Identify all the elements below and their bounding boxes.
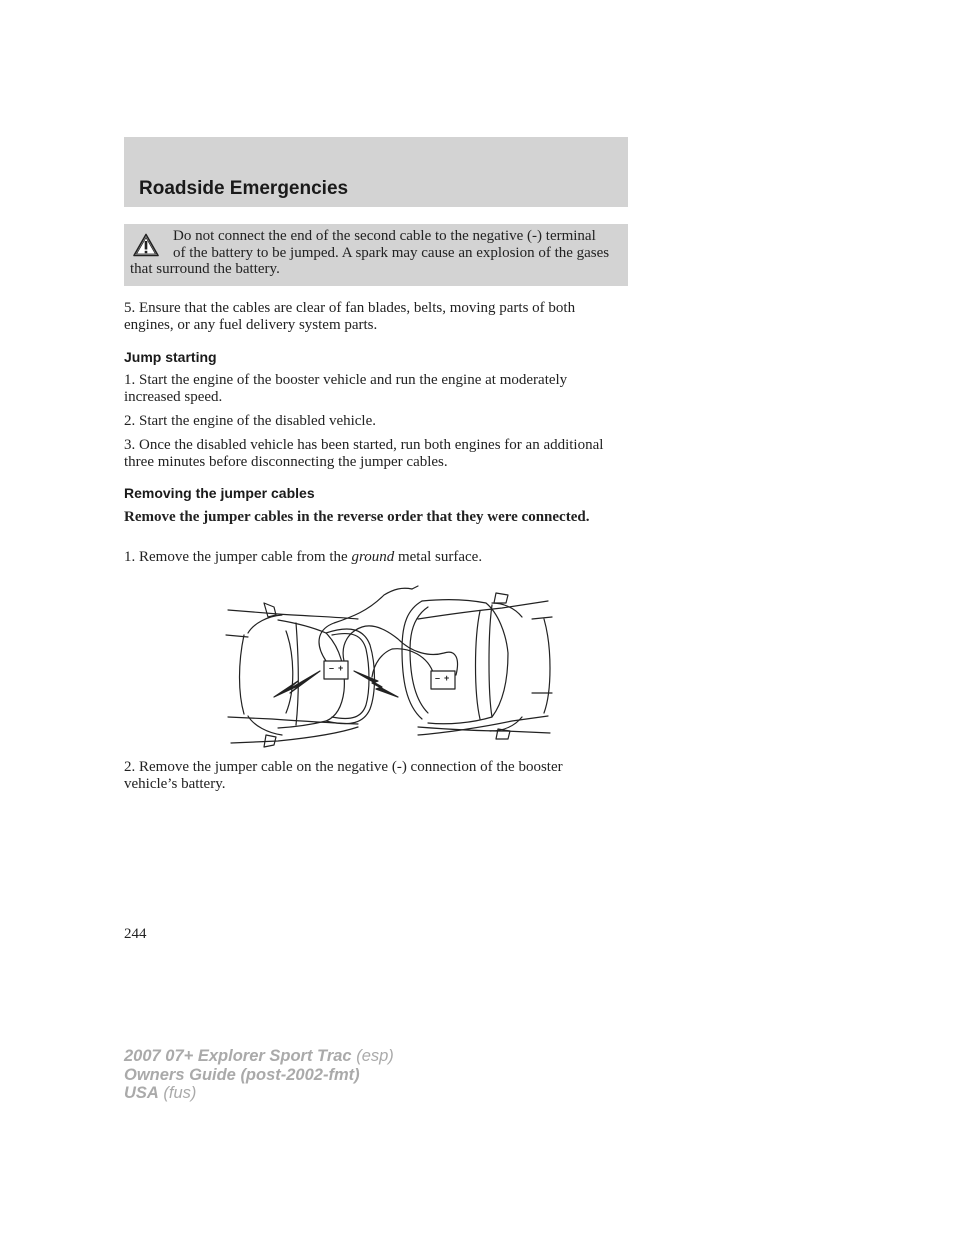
disabled-vehicle-illustration <box>226 603 375 747</box>
jump-step-3: 3. Once the disabled vehicle has been started, run both engines for an additional three minutes before disconnecting the jumper cables. <box>124 437 604 470</box>
jump-step-1: 1. Start the engine of the booster vehicle and run the engine at moderately increased speed. <box>124 372 568 405</box>
warning-text: Do not connect the end of the second cable to the negative (-) terminal of the battery to be jumped. A spark may cause an explosion of the gases that surround the battery. <box>130 228 610 277</box>
jump-step-2: 2. Start the engine of the disabled vehicle. <box>124 413 377 429</box>
page-number: 244 <box>124 926 147 942</box>
reverse-order-note: Remove the jumper cables in the reverse order that they were connected. <box>124 509 590 525</box>
spark-right-icon <box>354 671 398 697</box>
remove-step-2: 2. Remove the jumper cable on the negative (-) connection of the booster vehicle’s battery. <box>124 759 563 792</box>
section-header <box>124 137 628 207</box>
footer-line-3: USA (fus) <box>124 1084 197 1102</box>
battery-left-minus: – <box>329 663 335 673</box>
battery-left-plus: + <box>338 663 344 673</box>
jump-starting-heading: Jump starting <box>124 349 217 365</box>
removing-cables-heading: Removing the jumper cables <box>124 485 315 501</box>
footer-line-1: 2007 07+ Explorer Sport Trac (esp) <box>124 1047 394 1065</box>
booster-vehicle-battery <box>431 671 455 689</box>
remove-step-1: 1. Remove the jumper cable from the ground metal surface. <box>124 549 483 565</box>
document-footer <box>124 1047 394 1103</box>
jumper-cable-diagram <box>222 583 554 749</box>
disabled-vehicle-battery <box>324 661 348 679</box>
warning-box <box>124 224 628 286</box>
section-title: Roadside Emergencies <box>139 178 349 199</box>
footer-line-2: Owners Guide (post-2002-fmt) <box>124 1065 360 1084</box>
step-5-text: 5. Ensure that the cables are clear of fan blades, belts, moving parts of both engines, or any fuel delivery system parts. <box>124 300 576 333</box>
battery-right-minus: – <box>435 673 441 683</box>
booster-vehicle-illustration <box>402 593 552 739</box>
spark-left-icon <box>274 671 320 697</box>
battery-right-plus: + <box>444 673 450 683</box>
